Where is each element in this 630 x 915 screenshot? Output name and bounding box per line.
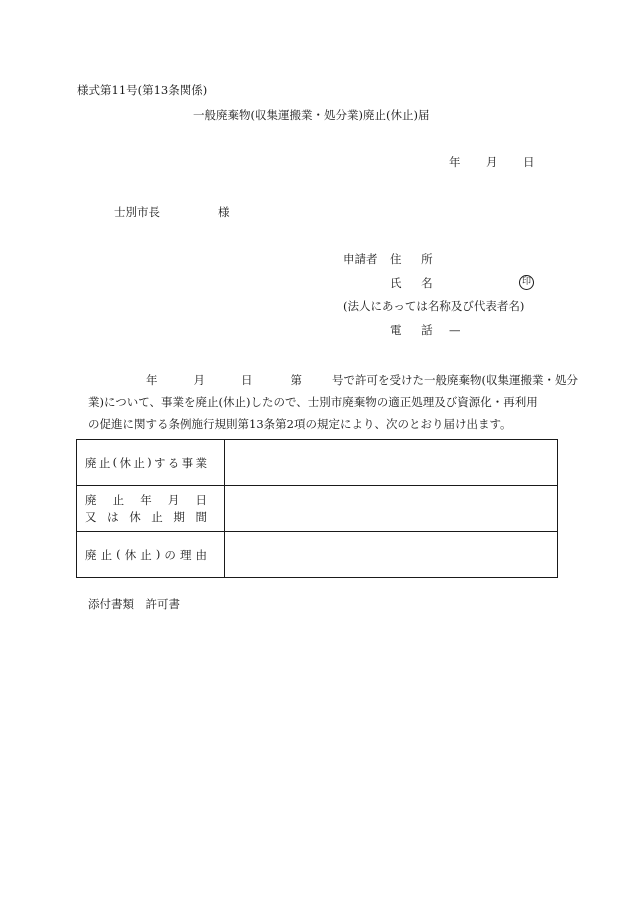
address-label: 住 所 <box>390 252 441 266</box>
attachments-label: 添付書類 <box>88 597 134 611</box>
form-number: 様式第11号(第13条関係) <box>77 83 208 97</box>
phone-value: — <box>449 323 461 337</box>
body-number-prefix: 第 <box>290 373 302 387</box>
row-label-reason <box>77 532 225 578</box>
row-label-business <box>77 440 225 486</box>
date-year-label: 年 <box>449 155 461 169</box>
row-label-period-line1: 廃 止 年 月 日 <box>85 492 207 507</box>
row-label-period-text <box>85 492 207 526</box>
business-field[interactable] <box>225 440 558 486</box>
name-label: 氏 名 <box>390 276 441 290</box>
attachments <box>88 599 180 611</box>
row-label-reason-text: 廃 止 ( 休 止 ) の 理 由 <box>85 546 207 562</box>
body-paragraph <box>88 369 578 435</box>
notification-table <box>76 439 558 578</box>
row-label-period-line2: 又 は 休 止 期 間 <box>85 509 207 524</box>
addressee-name: 士別市長 <box>114 205 160 219</box>
body-line-2: 業)について、事業を廃止(休止)したので、士別市廃棄物の適正処理及び資源化・再利用 <box>88 395 538 409</box>
table-row <box>77 532 558 578</box>
date-month-label: 月 <box>486 155 498 169</box>
seal-icon: 印 <box>519 275 534 290</box>
table-row <box>77 440 558 486</box>
row-label-period <box>77 486 225 532</box>
phone-label: 電 話 <box>390 323 441 337</box>
submission-date <box>449 157 535 169</box>
body-line-3: の促進に関する条例施行規則第13条第2項の規定により、次のとおり届け出ます。 <box>88 417 512 431</box>
date-day-label: 日 <box>523 155 535 169</box>
body-line1-tail: 号で許可を受けた一般廃棄物(収集運搬業・処分 <box>332 373 578 387</box>
addressee <box>114 207 230 219</box>
row-label-business-text: 廃 止 ( 休 止 ) す る 事 業 <box>85 454 207 470</box>
reason-field[interactable] <box>225 532 558 578</box>
addressee-honorific: 様 <box>218 205 230 219</box>
body-month: 月 <box>193 373 205 387</box>
corporate-note: (法人にあっては名称及び代表者名) <box>343 299 525 313</box>
body-year: 年 <box>146 373 158 387</box>
attachments-value: 許可書 <box>145 597 180 611</box>
body-line-1 <box>88 369 578 391</box>
period-field[interactable] <box>225 486 558 532</box>
table-row <box>77 486 558 532</box>
applicant-label: 申請者 <box>343 252 378 266</box>
document-title: 一般廃棄物(収集運搬業・処分業)廃止(休止)届 <box>193 108 430 122</box>
body-day: 日 <box>241 373 253 387</box>
